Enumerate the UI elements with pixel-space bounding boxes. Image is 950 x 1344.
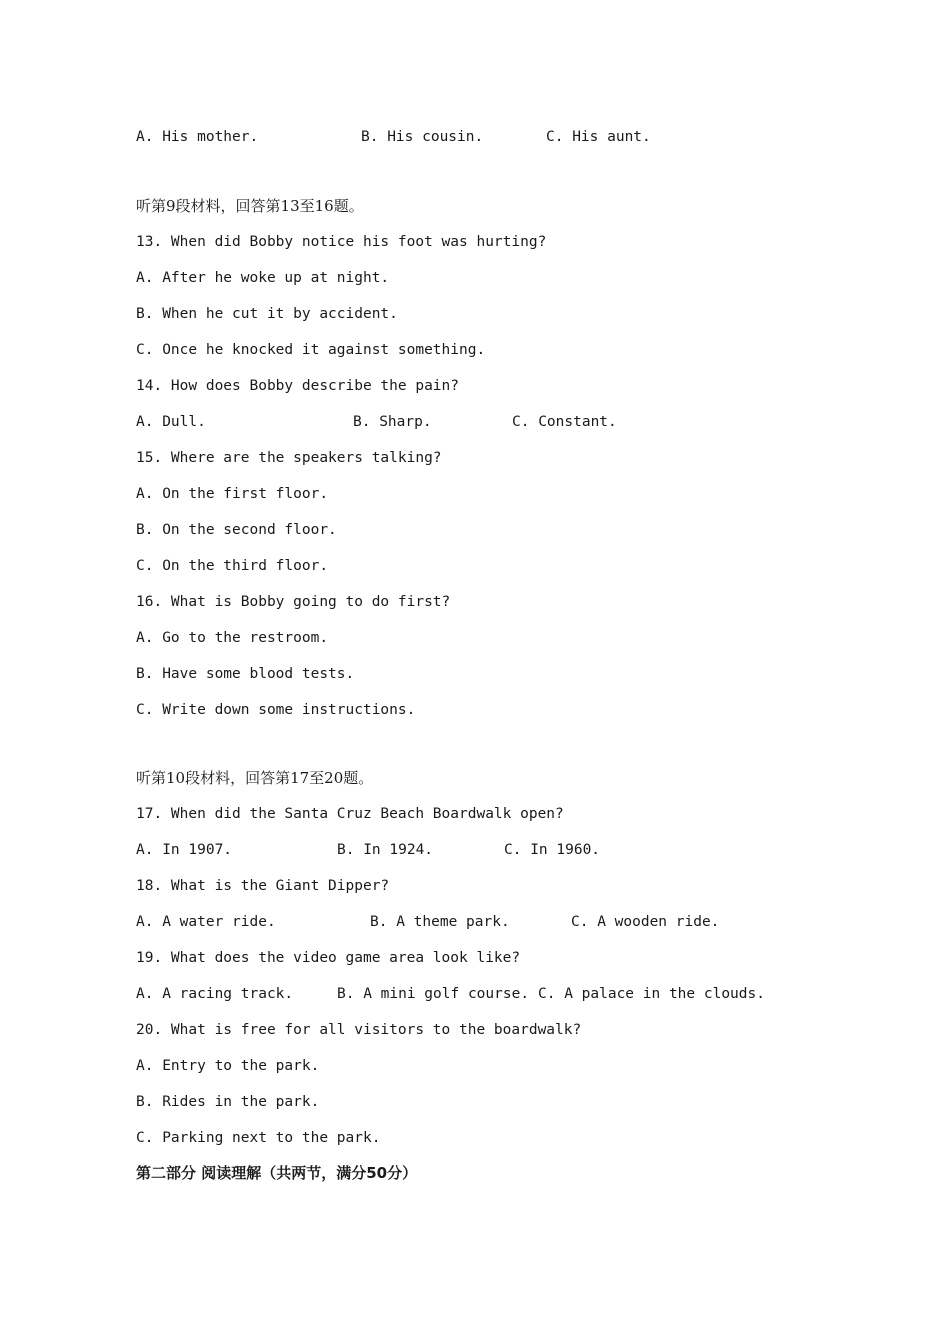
q16-option-a: A. Go to the restroom. <box>136 630 329 646</box>
section10-header: 听第10段材料，回答第17至20题。 <box>136 769 374 787</box>
q15-option-b: B. On the second floor. <box>136 522 337 538</box>
q17-option-a: A. In 1907. <box>136 842 233 858</box>
q15-option-c: C. On the third floor. <box>136 558 329 574</box>
q14-stem: 14. How does Bobby describe the pain? <box>136 378 460 394</box>
q19-option-c: C. A palace in the clouds. <box>538 986 765 1002</box>
q17-option-c: C. In 1960. <box>504 842 601 858</box>
q13-stem: 13. When did Bobby notice his foot was hurting? <box>136 234 547 250</box>
q19-option-b: B. A mini golf course. <box>337 986 530 1002</box>
q13-option-a: A. After he woke up at night. <box>136 270 390 286</box>
q14-option-b: B. Sharp. <box>353 414 432 430</box>
q15-option-a: A. On the first floor. <box>136 486 329 502</box>
q13-option-b: B. When he cut it by accident. <box>136 306 398 322</box>
q15-stem: 15. Where are the speakers talking? <box>136 450 442 466</box>
q20-option-a: A. Entry to the park. <box>136 1058 320 1074</box>
q18-option-c: C. A wooden ride. <box>571 914 720 930</box>
section9-header: 听第9段材料，回答第13至16题。 <box>136 197 364 215</box>
q20-option-c: C. Parking next to the park. <box>136 1130 381 1146</box>
q14-option-c: C. Constant. <box>512 414 617 430</box>
q18-option-b: B. A theme park. <box>370 914 510 930</box>
q20-option-b: B. Rides in the park. <box>136 1094 320 1110</box>
q20-stem: 20. What is free for all visitors to the boardwalk? <box>136 1022 582 1038</box>
q12-option-c: C. His aunt. <box>546 129 651 145</box>
q18-stem: 18. What is the Giant Dipper? <box>136 878 390 894</box>
q17-stem: 17. When did the Santa Cruz Beach Boardwalk open? <box>136 806 564 822</box>
q17-option-b: B. In 1924. <box>337 842 434 858</box>
q13-option-c: C. Once he knocked it against something. <box>136 342 486 358</box>
q16-option-b: B. Have some blood tests. <box>136 666 355 682</box>
q12-option-a: A. His mother. <box>136 129 259 145</box>
q16-stem: 16. What is Bobby going to do first? <box>136 594 451 610</box>
q16-option-c: C. Write down some instructions. <box>136 702 416 718</box>
part2-heading: 第二部分 阅读理解（共两节，满分50分） <box>136 1164 418 1182</box>
q14-option-a: A. Dull. <box>136 414 206 430</box>
q19-stem: 19. What does the video game area look like? <box>136 950 521 966</box>
q19-option-a: A. A racing track. <box>136 986 294 1002</box>
q12-option-b: B. His cousin. <box>361 129 484 145</box>
q18-option-a: A. A water ride. <box>136 914 276 930</box>
